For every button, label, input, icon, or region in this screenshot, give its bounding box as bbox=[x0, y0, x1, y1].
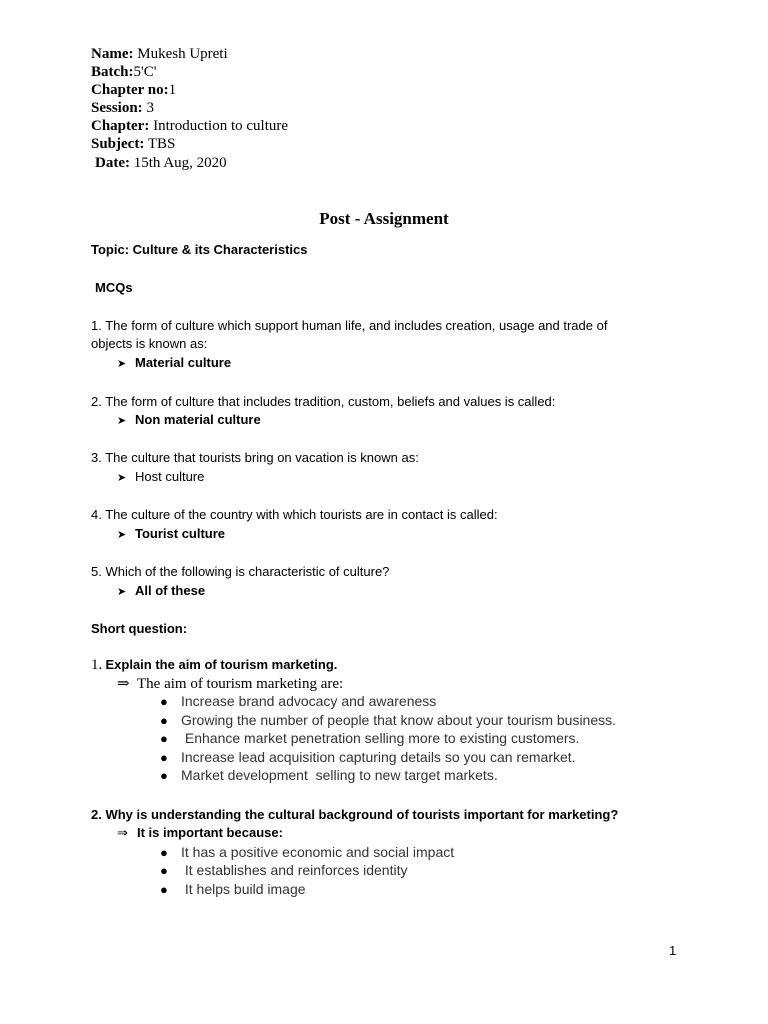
short-question-1-text: Explain the aim of tourism marketing. bbox=[105, 657, 338, 672]
arrowhead-bullet-icon: ➤ bbox=[117, 415, 127, 427]
batch-value: 5'C' bbox=[133, 64, 157, 80]
short-answer-2-lead-text: It is important because: bbox=[137, 825, 283, 840]
chapter-no-line bbox=[91, 81, 176, 99]
name-value: Mukesh Upreti bbox=[137, 46, 228, 62]
mcq-answer-4-text: Tourist culture bbox=[135, 526, 226, 541]
list-item: ● Increase brand advocacy and awareness bbox=[160, 693, 437, 709]
short-question-1-number: 1. bbox=[91, 657, 103, 673]
list-item: ● It establishes and reinforces identity bbox=[160, 862, 408, 878]
bullet-dot-icon: ● bbox=[160, 750, 168, 765]
mcq-answer-1-text: Material culture bbox=[135, 355, 232, 370]
list-item: ● It has a positive economic and social impact bbox=[160, 844, 455, 860]
arrowhead-bullet-icon: ➤ bbox=[117, 586, 127, 598]
mcq-answer-4 bbox=[117, 525, 225, 544]
chapter-label: Chapter: bbox=[91, 118, 150, 134]
short-question-2-number: 2. bbox=[91, 807, 102, 822]
page-number: 1 bbox=[669, 943, 677, 958]
bullet-dot-icon: ● bbox=[160, 713, 168, 728]
topic-heading: Topic: Culture & its Characteristics bbox=[91, 242, 308, 257]
list-item: ● It helps build image bbox=[160, 881, 306, 897]
short-answer-2-lead bbox=[117, 824, 283, 843]
mcq-answer-2-text: Non material culture bbox=[135, 412, 261, 427]
chapter-no-value: 1 bbox=[168, 82, 177, 98]
name-label: Name: bbox=[91, 46, 134, 62]
bullet-dot-icon: ● bbox=[160, 694, 168, 709]
mcq-question-3: 3. The culture that tourists bring on vacation is known as: bbox=[91, 450, 419, 465]
short-question-heading: Short question: bbox=[91, 621, 188, 636]
list-item: ● Growing the number of people that know about your tourism business. bbox=[160, 712, 617, 728]
mcq-answer-3 bbox=[117, 468, 204, 487]
chapter-no-label: Chapter no: bbox=[91, 82, 169, 98]
arrowhead-bullet-icon: ➤ bbox=[117, 529, 127, 541]
mcq-heading: MCQs bbox=[95, 280, 133, 295]
date-label: Date: bbox=[95, 155, 130, 171]
list-item: ● Market development selling to new target markets. bbox=[160, 767, 498, 783]
bullet-dot-icon: ● bbox=[160, 882, 168, 897]
session-line bbox=[91, 99, 154, 117]
bullet-dot-icon: ● bbox=[160, 731, 168, 746]
short-answer-1-lead-text: The aim of tourism marketing are: bbox=[137, 676, 344, 692]
bullet-dot-icon: ● bbox=[160, 845, 168, 860]
date-value: 15th Aug, 2020 bbox=[133, 155, 227, 171]
bullet-dot-icon: ● bbox=[160, 768, 168, 783]
mcq-question-4: 4. The culture of the country with which tourists are in contact is called: bbox=[91, 507, 498, 522]
list-item: ● Increase lead acquisition capturing details so you can remarket. bbox=[160, 749, 576, 765]
date-line bbox=[95, 154, 227, 172]
double-arrow-icon: ⇒ bbox=[117, 676, 130, 692]
short-question-1 bbox=[91, 656, 337, 674]
mcq-question-2: 2. The form of culture that includes tradition, custom, beliefs and values is called: bbox=[91, 394, 556, 409]
subject-value: TBS bbox=[147, 136, 176, 152]
mcq-answer-5 bbox=[117, 582, 205, 601]
mcq-answer-1 bbox=[117, 354, 231, 373]
mcq-question-5: 5. Which of the following is characteristic of culture? bbox=[91, 564, 390, 579]
short-question-2 bbox=[91, 806, 618, 824]
mcq-answer-5-text: All of these bbox=[135, 583, 206, 598]
chapter-line bbox=[91, 117, 288, 135]
list-item: ● Enhance market penetration selling more to existing customers. bbox=[160, 730, 580, 746]
arrowhead-bullet-icon: ➤ bbox=[117, 358, 127, 370]
batch-label: Batch: bbox=[91, 64, 134, 80]
chapter-value: Introduction to culture bbox=[153, 118, 289, 134]
subject-line bbox=[91, 135, 175, 153]
short-answer-1-lead bbox=[117, 674, 343, 693]
subject-label: Subject: bbox=[91, 136, 145, 152]
mcq-question-1-line-2: objects is known as: bbox=[91, 336, 208, 351]
batch-line bbox=[91, 63, 156, 81]
mcq-question-1 bbox=[91, 317, 651, 353]
mcq-question-1-line-1: 1. The form of culture which support human life, and includes creation, usage and trade of bbox=[91, 318, 608, 333]
session-label: Session: bbox=[91, 100, 143, 116]
arrowhead-bullet-icon: ➤ bbox=[117, 472, 127, 484]
session-value: 3 bbox=[146, 100, 154, 116]
name-line bbox=[91, 45, 228, 63]
mcq-answer-2 bbox=[117, 411, 261, 430]
page-title: Post - Assignment bbox=[319, 209, 449, 228]
double-arrow-icon: ⇒ bbox=[117, 826, 128, 841]
short-question-2-text: Why is understanding the cultural background of tourists important for marketing? bbox=[105, 807, 619, 822]
mcq-answer-3-text: Host culture bbox=[135, 469, 205, 484]
bullet-dot-icon: ● bbox=[160, 863, 168, 878]
